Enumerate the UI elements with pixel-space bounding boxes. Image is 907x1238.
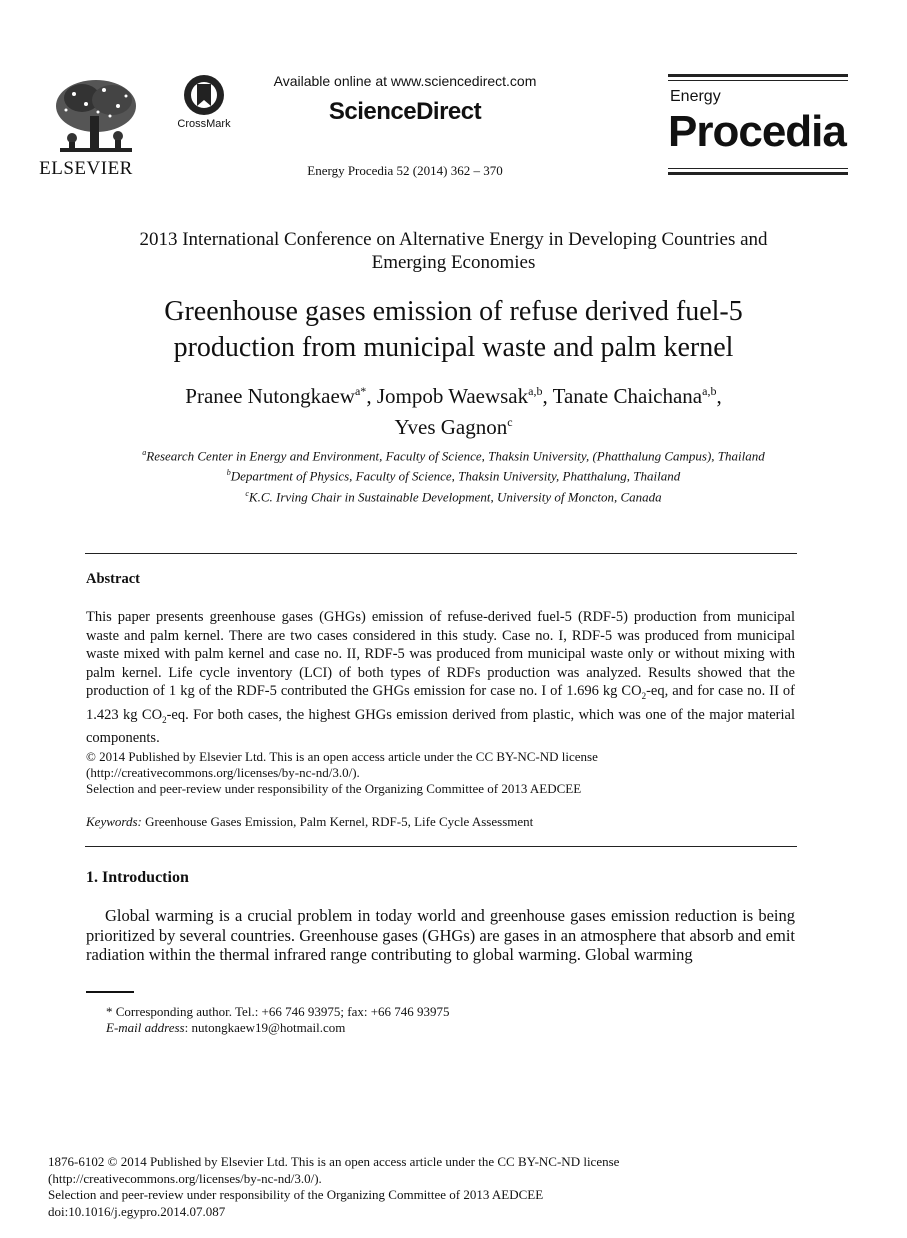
author-separator: , [542,384,553,408]
affiliation-list [60,444,847,505]
license-link[interactable]: (http://creativecommons.org/licenses/by-nc-nd/3.0/). [86,765,360,780]
affiliation [60,485,847,505]
affiliation [60,444,847,464]
section-divider [85,553,797,554]
section-divider [85,846,797,847]
author-list [60,378,847,440]
footnote-divider [86,991,134,993]
author-name: Jompob Waewsak [376,384,529,408]
author-affiliation-mark: a,b [702,384,717,398]
author-affiliation-mark: a,b [528,384,543,398]
affiliation-mark: a [142,448,147,457]
abstract-heading: Abstract [86,571,140,587]
journal-citation: Energy Procedia 52 (2014) 362 – 370 [307,163,503,178]
affiliation-mark: c [245,488,249,498]
footer-link[interactable]: (http://creativecommons.org/licenses/by-nc-nd/3.0/). [48,1170,322,1186]
title-line: production from municipal waste and palm kernel [173,332,734,363]
footnote [106,1004,796,1036]
publisher-name: ELSEVIER [39,158,133,179]
corresponding-author: * Corresponding author. Tel.: +66 746 93975; fax: +66 746 93975 [106,1004,450,1019]
available-online: Available online at www.sciencedirect.com [273,73,537,89]
subscript: 2 [641,691,647,702]
abstract-text: -eq. For both cases, the highest GHGs emission derived from plastic, which was one of the major material components. [86,706,795,747]
affiliation-text: Department of Physics, Faculty of Science, Thaksin University, Phatthalung, Thailand [230,468,681,484]
author-name: Pranee Nutongkaew [185,384,355,408]
title-line: Greenhouse gases emission of refuse derived fuel-5 [164,296,743,327]
keywords-text: Greenhouse Gases Emission, Palm Kernel, RDF-5, Life Cycle Assessment [141,814,534,829]
sciencedirect-logo: ScienceDirect [328,98,482,125]
footer-line: 1876-6102 © 2014 Published by Elsevier Ltd. This is an open access article under the CC BY-NC-ND license [48,1154,620,1169]
author-affiliation-mark: a* [354,384,367,398]
conference-line: Emerging Economies [371,252,536,273]
introduction-paragraph: Global warming is a crucial problem in today world and greenhouse gases emission reduction is being prioritized by several countries. Greenhouse gases (GHGs) are gases in an atmosphere that absorb and emit radiation within the thermal infrared range contributing to global warming. Global warming [86,906,795,964]
crossmark-badge[interactable] [170,74,238,134]
logo-rule [668,172,848,175]
author-affiliation-mark: c [507,415,513,429]
crossmark-label: CrossMark [177,118,231,130]
conference-name [60,228,847,274]
conference-line: 2013 International Conference on Alternative Energy in Developing Countries and [139,229,768,250]
author-separator: , [716,384,722,408]
energy-procedia-logo [668,74,848,178]
keywords-label: Keywords: [86,814,142,829]
author-name: Yves Gagnon [394,415,508,439]
email-label: E-mail address [106,1020,185,1035]
elsevier-tree-icon [52,76,140,156]
page-footer [48,1154,848,1220]
footer-line: Selection and peer-review under responsibility of the Organizing Committee of 2013 AEDCEE [48,1187,544,1202]
license-line: © 2014 Published by Elsevier Ltd. This is an open access article under the CC BY-NC-ND license [86,749,598,764]
abstract-text: This paper presents greenhouse gases (GHGs) emission of refuse-derived fuel-5 (RDF-5) production from municipal waste and palm kernel. There are two cases considered in this study. Case no. I, RDF-5 was produced from municipal waste mixed with palm kernel and case no. II, RDF-5 was produced from municipal waste only or without mixing with palm kernel. Life cycle inventory (LCI) of both types of RDFs production was analyzed. Results showed that the production of 1 kg of the RDF-5 contributed the GHGs emission for case no. I of 1.696 kg CO [86,609,795,700]
subscript: 2 [162,714,167,725]
abstract-text: -eq, and for case no. II of 1.423 kg CO [86,683,795,723]
crossmark-icon [170,74,238,118]
logo-rule [668,168,848,169]
journal-name-small: Energy [670,88,721,105]
affiliation-text: K.C. Irving Chair in Sustainable Development, University of Moncton, Canada [248,488,662,504]
affiliation-mark: b [226,468,231,478]
author-name: Tanate Chaichana [552,384,703,408]
email-line [106,1020,796,1036]
section-heading: 1. Introduction [86,869,189,886]
license-notice [86,749,795,797]
elsevier-logo [22,72,150,180]
author-separator: , [366,384,377,408]
keywords [86,814,795,830]
doi[interactable]: doi:10.1016/j.egypro.2014.07.087 [48,1203,226,1219]
journal-name-large: Procedia [668,107,846,156]
logo-rule [668,80,848,81]
paper-title [60,294,847,366]
affiliation [60,464,847,484]
license-line: Selection and peer-review under responsibility of the Organizing Committee of 2013 AEDCEE [86,781,582,796]
affiliation-text: Research Center in Energy and Environment, Faculty of Science, Thaksin University, (Phatthalung Campus), Thailand [146,448,765,464]
email-address[interactable]: : nutongkaew19@hotmail.com [184,1020,346,1035]
logo-rule [668,74,848,77]
abstract-body [86,608,795,748]
